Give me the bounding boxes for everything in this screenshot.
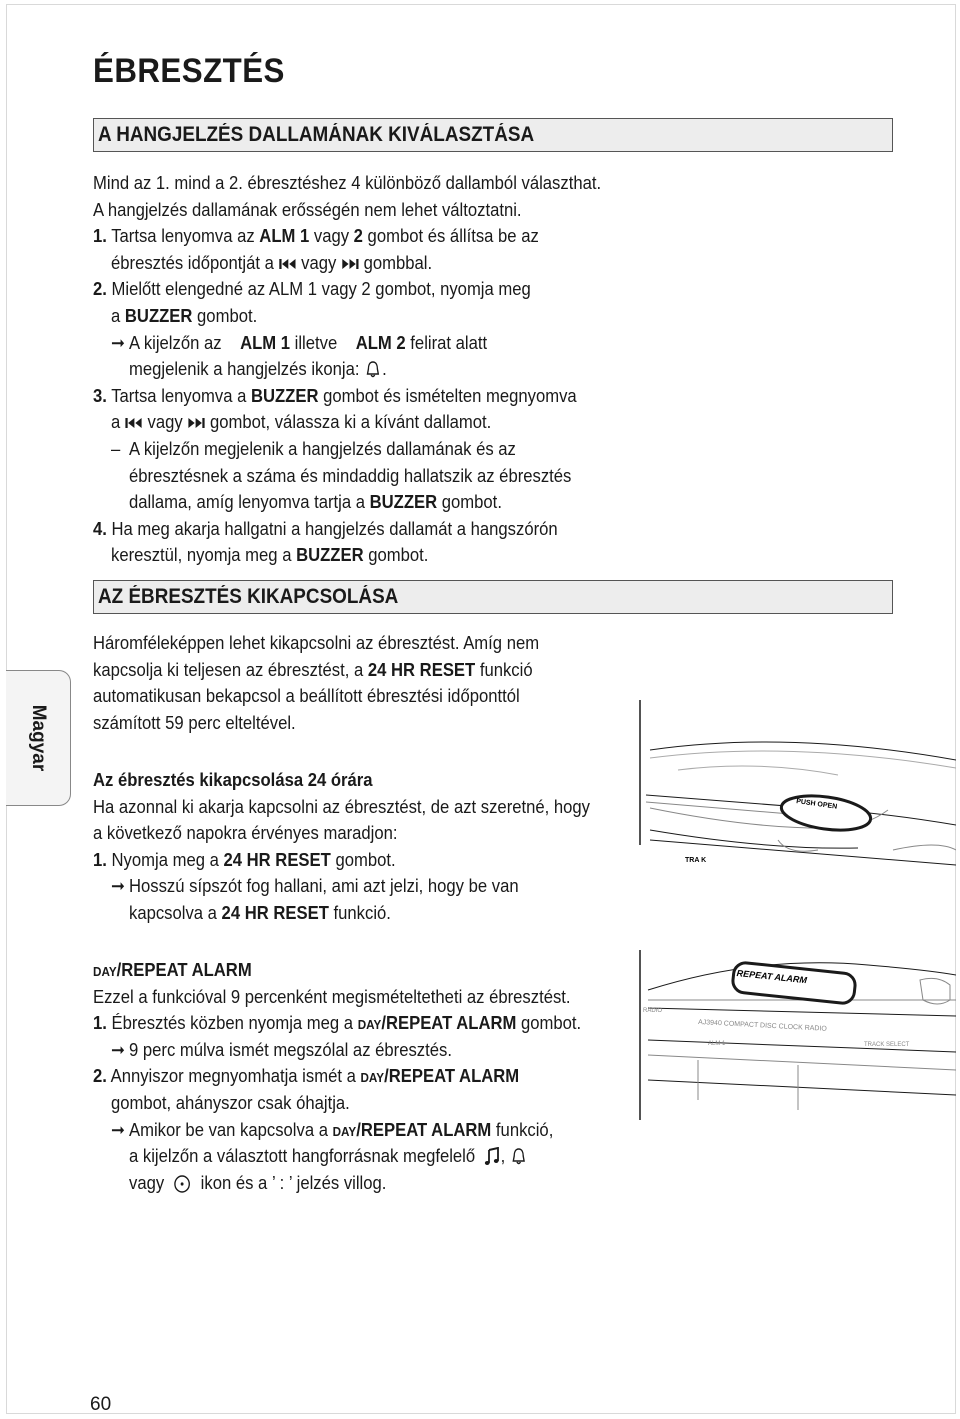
dash-note-line-1: – A kijelzőn megjelenik a hangjelzés dallamának és az	[111, 437, 516, 459]
sub1-step-1: 1. Nyomja meg a 24 HR RESET gombot.	[93, 848, 396, 870]
cd-disc-icon	[173, 1174, 191, 1194]
sub2-result-2-line-1: ➞ Amikor be van kapcsolva a DAY/REPEAT ALARM funkció,	[93, 1117, 597, 1144]
language-side-tab: Magyar	[6, 670, 71, 806]
prev-track-icon	[279, 258, 297, 270]
sub2-result-2-line-3: vagy ikon és a ’ : ’ jelzés villog.	[129, 1171, 387, 1193]
step-4-line-2: keresztül, nyomja meg a BUZZER gombot.	[111, 544, 429, 566]
music-note-icon	[484, 1147, 500, 1167]
para-line-1: Háromféleképpen lehet kikapcsolni az ébresztést. Amíg nem	[93, 632, 540, 653]
step-2-line-1: 2. Mielőtt elengedné az ALM 1 vagy 2 gombot, nyomja meg	[93, 278, 531, 300]
step-3-line-2: a vagy gombot, válassza ki a kívánt dallamot.	[111, 411, 492, 433]
step-4-line-1: 4. Ha meg akarja hallgatni a hangjelzés dallamát a hangszórón	[93, 517, 558, 539]
dash-note-line-3: dallama, amíg lenyomva tartja a BUZZER gombot.	[129, 491, 502, 513]
subsection-24hr	[93, 767, 653, 927]
para-line-2: kapcsolja ki teljesen az ébresztést, a 24 HR RESET funkció	[93, 658, 533, 680]
sub2-step-2: 2. Annyiszor megnyomhatja ismét a DAY/REPEAT ALARM	[93, 1065, 520, 1087]
sub1-result-line-1: ➞ Hosszú sípszót fog hallani, ami azt jelzi, hogy be van	[93, 873, 597, 900]
bell-icon	[510, 1147, 528, 1167]
radio-label: RADIO	[643, 1008, 663, 1014]
result-1-line-1: ➞ A kijelzőn az ALM 1 illetve ALM 2 felirat alatt	[93, 330, 597, 357]
section-heading-alarm-off: AZ ÉBRESZTÉS KIKAPCSOLÁSA	[93, 580, 893, 614]
track-select-label: TRACK SELECT	[864, 1042, 910, 1048]
repeat-alarm-label: REPEAT ALARM	[736, 967, 808, 986]
subheading-repeat-alarm: DAY/REPEAT ALARM	[93, 959, 252, 980]
next-track-icon	[187, 417, 205, 429]
step-1-line-2: ébresztés időpontját a vagy gombbal.	[111, 251, 433, 273]
sub2-line-1: Ezzel a funkcióval 9 percenként megismételtetheti az ébresztést.	[93, 985, 571, 1007]
section-heading-melody: A HANGJELZÉS DALLAMÁNAK KIVÁLASZTÁSA	[93, 118, 893, 152]
device-illustration	[638, 700, 956, 1120]
push-open-label: PUSH OPEN	[795, 798, 838, 811]
sub2-result-1: ➞ 9 perc múlva ismét megszólal az ébresztés.	[93, 1037, 597, 1064]
bell-icon	[364, 360, 382, 380]
intro-line-2: A hangjelzés dallamának erősségén nem lehet változtatni.	[93, 198, 522, 220]
model-label: AJ3940 COMPACT DISC CLOCK RADIO	[697, 1019, 827, 1033]
step-2-line-2: a BUZZER gombot.	[111, 304, 258, 326]
sub1-line-1: Ha azonnal ki akarja kapcsolni az ébresztést, de azt szeretné, hogy	[93, 795, 590, 817]
arrow-right-icon: ➞	[111, 331, 125, 353]
intro-line-1: Mind az 1. mind a 2. ébresztéshez 4 különböző dallamból választhat.	[93, 172, 602, 193]
arrow-right-icon: ➞	[111, 1038, 125, 1060]
arrow-right-icon: ➞	[111, 875, 125, 897]
step-3-line-1: 3. Tartsa lenyomva a BUZZER gombot és ismételten megnyomva	[93, 384, 577, 406]
sub2-step-2-line-2: gombot, ahányszor csak óhajtja.	[111, 1091, 350, 1113]
next-track-icon	[341, 258, 359, 270]
alm1-label: ALM 1	[708, 1041, 726, 1047]
para-line-4: számított 59 perc elteltével.	[93, 711, 296, 733]
result-1-line-2: megjelenik a hangjelzés ikonja: .	[129, 358, 387, 380]
track-label: TRA K	[685, 857, 707, 864]
page-title: ÉBRESZTÉS	[93, 52, 285, 90]
sub2-result-2-line-2: a kijelzőn a választott hangforrásnak megfelelő ,	[93, 1143, 597, 1170]
page-number: 60	[90, 1394, 112, 1415]
prev-track-icon	[125, 417, 143, 429]
subheading-24hr: Az ébresztés kikapcsolása 24 órára	[93, 769, 373, 790]
para-line-3: automatikusan bekapcsol a beállított ébresztési időponttól	[93, 685, 520, 707]
subsection-repeat-alarm	[93, 957, 653, 1196]
section-alarm-off-body	[93, 630, 653, 736]
arrow-right-icon: ➞	[111, 1118, 125, 1140]
dash-note-line-2: ébresztésnek a száma és mindaddig hallatszik az ébresztés	[129, 464, 572, 486]
sub1-line-2: a következő napokra érvényes maradjon:	[93, 822, 398, 844]
sub2-step-1: 1. Ébresztés közben nyomja meg a DAY/REPEAT ALARM gombot.	[93, 1012, 582, 1034]
step-1-line-1: 1. Tartsa lenyomva az ALM 1 vagy 2 gombot és állítsa be az	[93, 225, 539, 247]
sub1-result-line-2: kapcsolva a 24 HR RESET funkció.	[129, 901, 391, 923]
section-melody-body	[93, 170, 653, 569]
